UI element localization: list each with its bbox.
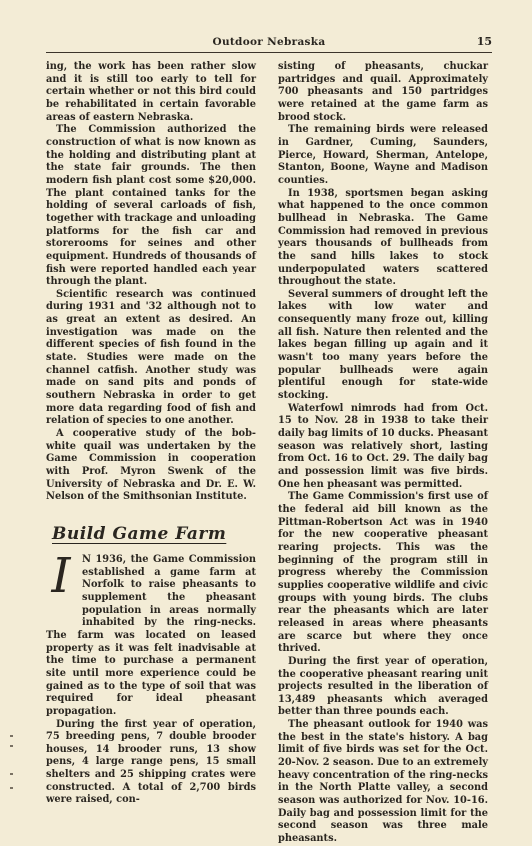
paragraph: A cooperative study of the bob-white quail was undertaken by the Game Commission in cooperation with Prof. Myron Swenk of the University of Nebraska and Dr. E. W. Nelson of the Smithsonian Institute.	[46, 428, 256, 503]
paragraph: During the first year of operation, the cooperative pheasant rearing unit projects resulted in the liberation of 13,489 pheasants which averaged better than three pounds each.	[278, 655, 488, 718]
paragraph: During the first year of operation, 75 breeding pens, 7 double brooder houses, 14 brooder runs, 13 show pens, 4 large range pens, 15 small shelters and 25 shipping crates were constructed. A total of 2,700 birds were raised, con-	[46, 718, 256, 806]
page-header	[46, 36, 492, 53]
scan-mark	[10, 735, 13, 737]
drop-cap: I	[51, 547, 71, 604]
scan-mark	[10, 787, 13, 789]
paragraph: In 1938, sportsmen began asking what happened to the once common bullhead in Nebraska. The Game Commission had removed in previous years thousands of bullheads from the sand hills lakes to stock underpopulated waters scattered throughout the state.	[278, 187, 488, 288]
paragraph: Several summers of drought left the lakes with low water and consequently many froze out, killing all fish. Nature then relented and the lakes began filling up again and it wasn't too many years before the popular bullheads were again plentiful enough for state-wide stocking.	[278, 288, 488, 402]
running-title: Outdoor Nebraska	[212, 36, 326, 48]
scan-marks	[10, 735, 18, 795]
lead-paragraph	[46, 547, 256, 719]
paragraph: The Commission authorized the construction of what is now known as the holding and distributing plant at the state fair grounds. The then modern fish plant cost some $20,000. The plant contained tanks for the holding of several carloads of fish, together with trackage and unloading platforms for the fish car and storerooms for seines and other equipment. Hundreds of thousands of fish were reported handled each year through the plant.	[46, 124, 256, 288]
paragraph: The Game Commission's first use of the federal aid bill known as the Pittman-Robertson Act was in 1940 for the new cooperative pheasant rearing projects. This was the beginning of the program still in progress whereby the Commission supplies cooperative wildlife and civic groups with young birds. The clubs rear the pheasants which are later released in areas where pheasants are scarce but where they once thrived.	[278, 491, 488, 655]
right-column	[278, 61, 488, 846]
lead-paragraph-text: N 1936, the Game Commission established a game farm at Norfolk to raise pheasants to supplement the pheasant population in areas normally inhabited by the ring-necks. The farm was located on leased property as it was felt inadvisable at the time to purchase a permanent site until more experience could be gained as to the type of soil that was required for ideal pheasant propagation.	[46, 553, 256, 717]
scan-mark	[10, 773, 13, 775]
left-column	[46, 61, 256, 807]
paragraph: The remaining birds were released in Gardner, Cuming, Saunders, Pierce, Howard, Sherman, Antelope, Stanton, Boone, Wayne and Madison counties.	[278, 124, 488, 186]
scan-mark	[10, 745, 13, 747]
paragraph: Waterfowl nimrods had from Oct. 15 to Nov. 28 in 1938 to take their daily bag limits of 10 ducks. Pheasant season was relatively short, lasting from Oct. 16 to Oct. 29. The daily bag and possession limit was five birds. One hen pheasant was permitted.	[278, 402, 488, 490]
section-heading: Build Game Farm	[52, 523, 227, 544]
paragraph: sisting of pheasants, chuckar partridges and quail. Approximately 700 pheasants and 150 partridges were retained at the game farm as brood stock.	[278, 61, 488, 123]
paragraph: The pheasant outlook for 1940 was the best in the state's history. A bag limit of five birds was set for the Oct. 20-Nov. 2 season. Due to an extremely heavy concentration of the ring-necks in the North Platte valley, a second season was authorized for Nov. 10-16. Daily bag and possession limit for the second season was three male pheasants.	[278, 719, 488, 845]
paragraph: Scientific research was continued during 1931 and '32 although not to as great an extent as desired. An investigation was made on the different species of fish found in the state. Studies were made on the channel catfish. Another study was made on sand pits and ponds of southern Nebraska in order to get more data regarding food of fish and relation of species to one another.	[46, 288, 256, 427]
paragraph: ing, the work has been rather slow and it is still too early to tell for certain whether or not this bird could be rehabilitated in certain favorable areas of eastern Nebraska.	[46, 61, 256, 123]
page-number: 15	[476, 35, 492, 48]
